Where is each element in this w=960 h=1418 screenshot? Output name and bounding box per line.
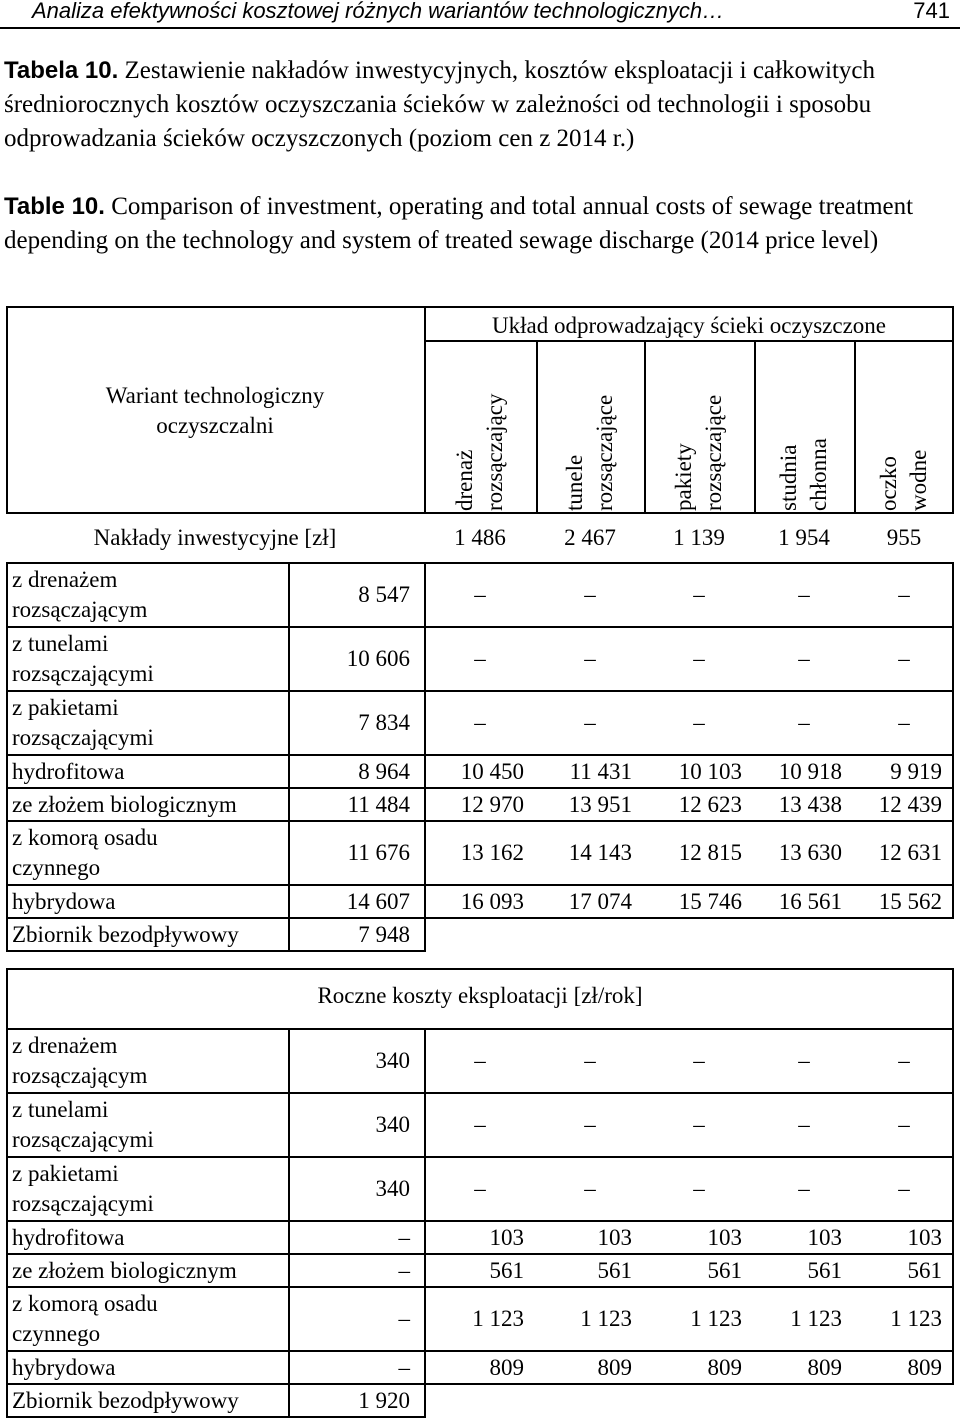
row-value: 561	[597, 1257, 632, 1283]
row-base-value: 8 964	[358, 758, 410, 784]
row-base-value: –	[398, 1354, 410, 1380]
table-left-border	[6, 1028, 8, 1418]
row-dash: –	[474, 646, 486, 671]
caption-en-label: Table 10.	[4, 193, 105, 220]
column-header-5: wodne	[906, 449, 931, 511]
row-value: 10 918	[778, 758, 842, 784]
row-base-value: 7 948	[358, 921, 410, 947]
row-value: 103	[907, 1224, 942, 1250]
row-label: z pakietami	[12, 695, 119, 720]
row-dash: –	[798, 582, 810, 607]
row-value: 17 074	[568, 888, 632, 914]
column-header-4: studnia	[776, 444, 801, 511]
column-rule	[854, 340, 856, 514]
row-dash: –	[898, 646, 910, 671]
row-value: 12 631	[878, 840, 942, 865]
row-value: 16 093	[460, 888, 524, 914]
column-rule	[424, 306, 426, 514]
row-base-value: 340	[375, 1048, 410, 1073]
row-dash: –	[693, 582, 705, 607]
row-label: z drenażem	[12, 567, 118, 592]
row-dash: –	[898, 710, 910, 735]
row-value: 1 123	[690, 1306, 742, 1331]
row-label: z pakietami	[12, 1161, 119, 1186]
row-dash: –	[898, 582, 910, 607]
column-rule	[536, 340, 538, 514]
row-value: 10 103	[678, 758, 742, 784]
row-rule	[6, 950, 424, 952]
row-value: 1 123	[890, 1306, 942, 1331]
row-dash: –	[584, 582, 596, 607]
row-base-value: 340	[375, 1112, 410, 1137]
row-base-value: 14 607	[346, 888, 410, 914]
header-bottom-rule	[6, 512, 954, 514]
row-dash: –	[584, 710, 596, 735]
row-base-value: 340	[375, 1176, 410, 1201]
variant-header: oczyszczalni	[156, 413, 274, 438]
row-label: ze złożem biologicznym	[12, 1257, 237, 1283]
row-label: hydrofitowa	[12, 758, 125, 784]
row-dash: –	[693, 710, 705, 735]
caption-en-text: Comparison of investment, operating and total annual costs of sewage treatment depending on the technology and system of treated sewage discharge (2014 price level)	[4, 193, 914, 254]
column-header-4: chłonna	[806, 438, 831, 511]
column-rule	[424, 562, 426, 919]
row-value: 561	[807, 1257, 842, 1283]
column-rule	[288, 1028, 290, 1418]
table-top-border	[6, 306, 954, 308]
row-label: czynnego	[12, 855, 101, 880]
row-value: 809	[807, 1354, 842, 1380]
row-label: z tunelami	[12, 631, 109, 656]
row-value: 103	[489, 1224, 524, 1250]
row-value: 1 123	[472, 1306, 524, 1331]
row-dash: –	[798, 1176, 810, 1201]
row-label: rozsączającymi	[12, 661, 154, 686]
row-value: 561	[707, 1257, 742, 1283]
investment-title-value: 1 954	[778, 525, 830, 550]
row-value: 1 123	[790, 1306, 842, 1331]
row-value: 12 815	[678, 840, 742, 865]
group-header: Układ odprowadzający ścieki oczyszczone	[491, 313, 886, 338]
header-rule	[0, 27, 960, 29]
row-dash: –	[798, 646, 810, 671]
variant-header: Wariant technologiczny	[105, 383, 325, 408]
investment-title-value: 2 467	[564, 525, 616, 550]
table-right-border	[952, 1028, 954, 1383]
column-header-2: tunele	[562, 454, 587, 511]
row-label: czynnego	[12, 1321, 101, 1346]
row-dash: –	[898, 1176, 910, 1201]
row-value: 13 951	[568, 791, 632, 817]
column-header-5: oczko	[876, 456, 901, 511]
row-base-value: –	[398, 1306, 410, 1331]
row-dash: –	[584, 1048, 596, 1073]
column-header-3: rozsączające	[701, 394, 726, 511]
column-header-1: drenaż	[452, 449, 477, 511]
row-value: 9 919	[890, 758, 942, 784]
column-header-1: rozsączający	[482, 393, 507, 511]
row-base-value: 11 484	[347, 791, 410, 817]
row-dash: –	[584, 1112, 596, 1137]
row-dash: –	[898, 1048, 910, 1073]
row-value: 12 439	[878, 791, 942, 817]
row-value: 13 438	[778, 791, 842, 817]
row-dash: –	[693, 1048, 705, 1073]
row-label: z drenażem	[12, 1033, 118, 1058]
column-rule	[424, 1383, 426, 1418]
table-right-border	[952, 306, 954, 514]
caption-pl-label: Tabela 10.	[4, 57, 119, 84]
row-dash: –	[474, 710, 486, 735]
row-value: 561	[907, 1257, 942, 1283]
group-header-rule	[424, 340, 954, 342]
column-rule	[424, 917, 426, 952]
row-value: 103	[807, 1224, 842, 1250]
column-rule	[754, 340, 756, 514]
row-dash: –	[474, 1176, 486, 1201]
caption-english	[4, 190, 954, 258]
row-value: 14 143	[568, 840, 632, 865]
row-value: 11 431	[569, 758, 632, 784]
investment-title: Nakłady inwestycyjne [zł]	[93, 525, 337, 550]
row-base-value: –	[398, 1257, 410, 1283]
row-base-value: –	[398, 1224, 410, 1250]
row-dash: –	[798, 1048, 810, 1073]
row-rule	[6, 968, 954, 970]
investment-title-value: 955	[886, 525, 922, 550]
row-value: 15 562	[878, 888, 942, 914]
row-base-value: 10 606	[346, 646, 410, 671]
row-label: Zbiornik bezodpływowy	[12, 1387, 239, 1413]
operating-title: Roczne koszty eksploatacji [zł/rok]	[317, 983, 643, 1008]
row-label: hydrofitowa	[12, 1224, 125, 1250]
investment-title-value: 1 486	[454, 525, 506, 550]
caption-polish	[4, 54, 954, 156]
row-value: 10 450	[460, 758, 524, 784]
row-label: z komorą osadu	[12, 1291, 158, 1316]
row-value: 103	[707, 1224, 742, 1250]
column-rule	[644, 340, 646, 514]
caption-pl-text: Zestawienie nakładów inwestycyjnych, kosztów eksploatacji i całkowitych średniorocznych kosztów oczyszczania ścieków w zależności od technologii i sposobu odprowadzania ścieków oczyszczonych (poziom cen z 2014 r.)	[4, 57, 876, 152]
column-header-3: pakiety	[671, 443, 696, 511]
row-label: rozsączającymi	[12, 725, 154, 750]
row-value: 103	[597, 1224, 632, 1250]
row-label: hybrydowa	[12, 888, 116, 914]
row-value: 12 970	[460, 791, 524, 817]
row-value: 13 162	[460, 840, 524, 865]
column-rule	[288, 562, 290, 952]
row-base-value: 7 834	[358, 710, 410, 735]
row-dash: –	[798, 710, 810, 735]
row-dash: –	[474, 1112, 486, 1137]
running-title: Analiza efektywności kosztowej różnych wariantów technologicznych…	[32, 0, 725, 23]
row-value: 809	[907, 1354, 942, 1380]
running-header	[0, 0, 960, 26]
row-label: Zbiornik bezodpływowy	[12, 921, 239, 947]
row-label: hybrydowa	[12, 1354, 116, 1380]
row-label: rozsączającym	[12, 1063, 148, 1088]
row-label: rozsączającym	[12, 597, 148, 622]
row-label: ze złożem biologicznym	[12, 791, 237, 817]
row-dash: –	[693, 1176, 705, 1201]
row-dash: –	[898, 1112, 910, 1137]
row-base-value: 8 547	[358, 582, 410, 607]
row-value: 809	[597, 1354, 632, 1380]
row-dash: –	[474, 582, 486, 607]
table-right-border	[952, 562, 954, 917]
row-value: 809	[707, 1354, 742, 1380]
row-label: rozsączającymi	[12, 1127, 154, 1152]
row-label: rozsączającymi	[12, 1191, 154, 1216]
row-label: z tunelami	[12, 1097, 109, 1122]
row-value: 561	[489, 1257, 524, 1283]
column-rule	[424, 1028, 426, 1385]
row-base-value: 11 676	[347, 840, 410, 865]
row-base-value: 1 920	[358, 1387, 410, 1413]
investment-title-value: 1 139	[673, 525, 725, 550]
row-dash: –	[693, 1112, 705, 1137]
row-value: 809	[489, 1354, 524, 1380]
cost-table	[6, 306, 954, 1413]
row-value: 12 623	[678, 791, 742, 817]
column-header-2: rozsączające	[592, 394, 617, 511]
row-value: 15 746	[678, 888, 742, 914]
row-dash: –	[584, 646, 596, 671]
row-dash: –	[474, 1048, 486, 1073]
row-dash: –	[693, 646, 705, 671]
row-value: 1 123	[580, 1306, 632, 1331]
row-value: 13 630	[778, 840, 842, 865]
row-value: 16 561	[778, 888, 842, 914]
table-left-border	[6, 562, 8, 952]
row-dash: –	[798, 1112, 810, 1137]
row-label: z komorą osadu	[12, 825, 158, 850]
row-dash: –	[584, 1176, 596, 1201]
page-number: 741	[913, 0, 950, 23]
